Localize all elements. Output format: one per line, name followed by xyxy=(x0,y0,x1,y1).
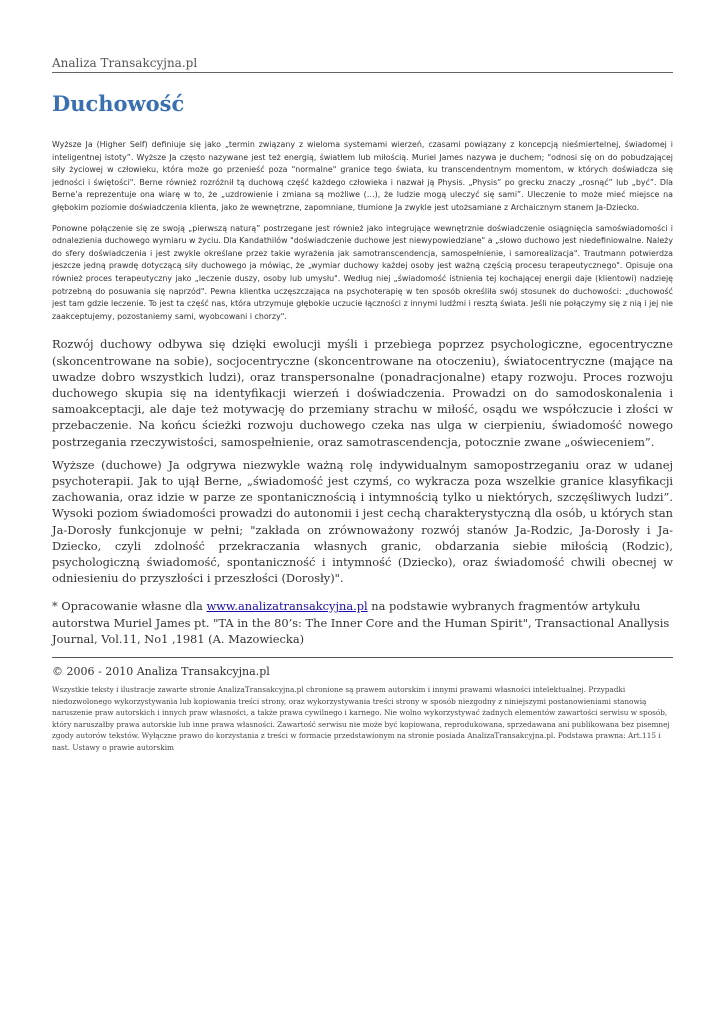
intro-paragraph: Wyższe Ja (Higher Self) definiuje się jako „termin związany z wieloma systemami wierzeń, czasami powiązany z koncepcją nieśmiertelnej, świadomej i inteligentnej istoty”. Wyższe Ja często nazywane jest też energią, światłem lub miłością. Muriel James nazywa je duchem; "odnosi się on do pobudzającej siły życiowej w człowieku, która może go przenieść poza "normalne" granice tego świata, ku transcendentnym momentom, w których doświadcza się jedności i świętości". Berne również rozróżnił tą duchową część każdego człowieka i nazwał ją Physis. „Physis” po grecku znaczy „rosnąć” lub „być”. Dla Berne’a reprezentuje ona wiarę w to, że „uzdrowienie i zmiana są możliwe (…), że ludzie mogą uleczyć się sami”. Uleczenie to może mieć miejsce na głębokim poziomie doświadczenia klienta, jako że wewnętrzne, zapomniane, tłumione Ja zwykle jest utożsamiane z Archaicznym stanem Ja-Dziecko. xyxy=(52,140,673,212)
body-paragraph: Wyższe (duchowe) Ja odgrywa niezwykle ważną rolę indywidualnym samopostrzeganiu oraz w udanej psychoterapii. Jak to ujął Berne, „świadomość jest czymś, co wykracza poza wszelkie granice klasyfikacji zachowania, oraz idzie w parze ze spontanicznością i intymnością tylko u niektórych, szczęśliwych ludzi”. Wysoki poziom świadomości prowadzi do autonomii i jest cechą charakterystyczną dla osób, u których stan Ja-Dorosły funkcjonuje w pełni; "zakłada on zrównoważony rozwój stanów Ja-Rodzic, Ja-Dorosły i Ja-Dziecko, czyli zdolność przekraczania własnych granic, obdarzania siebie miłością (Rodzic), psychologiczną świadomość, spontaniczność i intymność (Dziecko), oraz świadomość chwili obecnej w odniesieniu do przyszłości i przeszłości (Dorosły)". xyxy=(52,457,673,586)
site-header: Analiza Transakcyjna.pl xyxy=(52,55,673,73)
source-note-prefix: * Opracowanie własne dla xyxy=(52,599,207,614)
source-note-suffix: na podstawie wybranych fragmentów artykułu autorstwa Muriel James pt. "TA in the 80’s: The Inner Core and the Human Spirit", Transactional Anallysis Journal, Vol.11, No1 ,1981 (A. Mazowiecka) xyxy=(52,599,670,646)
copyright: © 2006 - 2010 Analiza Transakcyjna.pl xyxy=(52,664,270,678)
legal-notice: Wszystkie teksty i ilustracje zawarte stronie AnalizaTransakcyjna.pl chronione są prawem autorskim i innymi prawami własności intelektualnej. Przypadki niedozwolonego wykorzystywania lub kopiowania treści strony, oraz wykorzystywania treści strony w sposób niezgodny z niniejszymi postanowieniami stanowią naruszenie praw autorskich i innych praw własności, a także prawa cywilnego i karnego. Nie wolno wykorzystywać żadnych elementów zawartości serwisu w sposób, który naruszałby prawa autorskie lub inne prawa własności. Zawartość serwisu nie może być kopiowana, reprodukowana, sprzedawana ani publikowana bez pisemnej zgody autorów tekstów. Wyłączne prawo do korzystania z treści w formacie przedstawionym na stronie posiada AnalizaTransakcyjna.pl. Podstawa prawna: Art.115 i nast. Ustawy o prawie autorskim xyxy=(52,684,670,752)
page-title: Duchowość xyxy=(52,91,185,116)
source-link[interactable]: www.analizatransakcyjna.pl xyxy=(206,599,368,614)
page xyxy=(52,55,673,754)
footer-divider xyxy=(52,657,673,658)
body-paragraph: Rozwój duchowy odbywa się dzięki ewolucji myśli i przebiega poprzez psychologiczne, egocentryczne (skoncentrowane na sobie), socjocentryczne (skoncentrowane na otoczeniu), światocentryczne (mające na uwadze dobro wszystkich ludzi), oraz transpersonalne (ponadracjonalne) etapy rozwoju. Proces rozwoju duchowego skupia się na identyfikacji wierzeń i doświadczenia. Prowadzi on do samodoskonalenia i samoakceptacji, ale daje też motywację do przemiany strachu w miłość, osądu we współczucie i złości w przebaczenie. Na końcu ścieżki rozwoju duchowego czeka nas ulga w cierpieniu, świadomość nowego postrzegania rzeczywistości, samospełnienie, oraz samotrascendencja, potocznie zwane „oświeceniem”. xyxy=(52,337,673,449)
intro-paragraph: Ponowne połączenie się ze swoją „pierwszą naturą” postrzegane jest również jako integrujące wewnętrznie doświadczenie osiągnięcia samoświadomości i odnalezienia duchowego wymiaru w życiu. Dla Kandathilów "doświadczenie duchowe jest niewypowiedziane" a „słowo duchowo jest niedefiniowalne. Należy do sfery doświadczenia i jest zwykle określane przez takie wyrażenia jak samotranscendencja, samospełnienie, i samorealizacja". Trautmann potwierdza jeszcze jedną prawdę dotyczącą siły duchowego ja mówiąc, że „wymiar duchowy każdej osoby jest ważną częścią procesu terapeutycznego". Opisuje ona również proces terapeutyczny jako „leczenie duszy, osoby lub umysłu". Według niej „świadomość istnienia tej kochającej energii daje (klientowi) nadzieję potrzebną do posuwania się naprzód". Pewna klientka uczęszczająca na psychoterapię w ten sposób określiła swój stosunek do duchowości: „duchowość jest tam gdzie leczenie. To jest ta część nas, która utrzymuje głębokie uczucie łączności z innymi ludźmi i resztą świata. Jeśli nie połączymy się z nią i jej nie zaakceptujemy, pozostaniemy sami, wyobcowani i chorzy". xyxy=(52,223,673,321)
source-note xyxy=(52,598,673,647)
